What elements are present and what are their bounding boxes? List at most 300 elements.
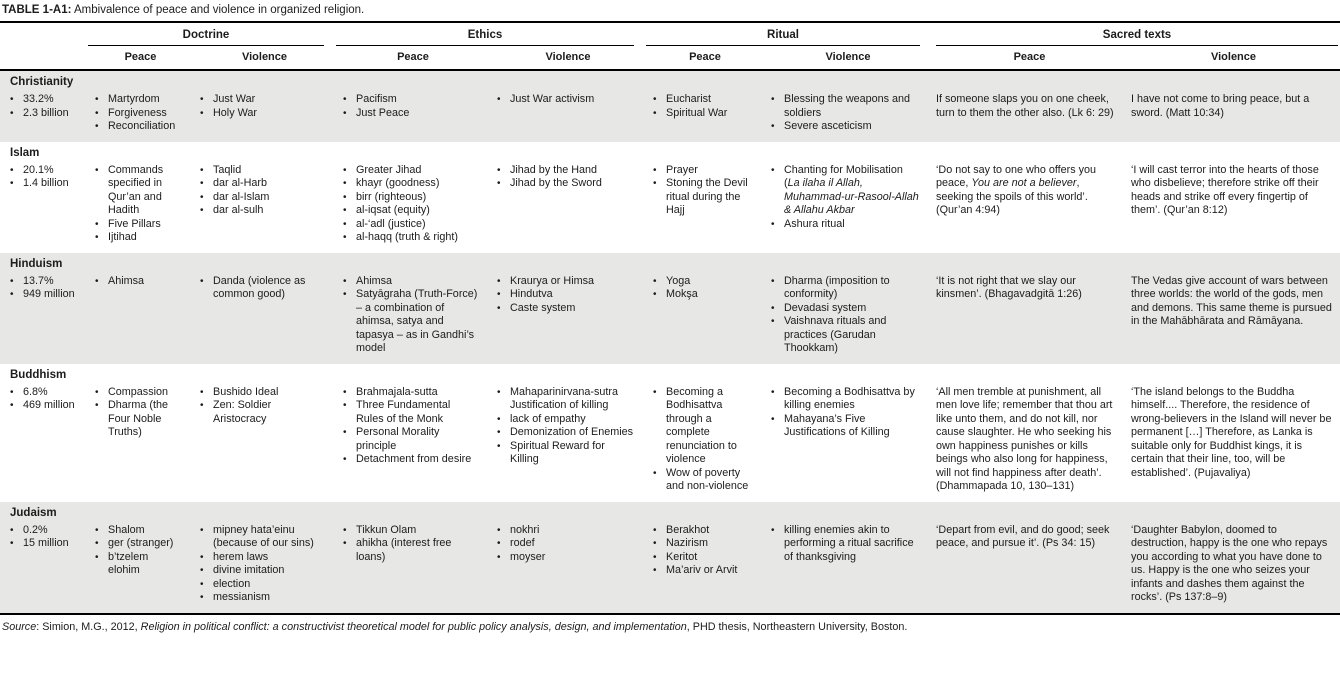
list-item <box>343 275 478 289</box>
religion-name: Judaism <box>10 506 57 519</box>
list-item <box>497 164 634 178</box>
list-item-text: dar al-Harb <box>213 177 268 189</box>
bullet-icon: • <box>497 302 501 314</box>
group-header-doctrine: Doctrine <box>88 26 324 46</box>
list-item <box>343 191 478 205</box>
cell-doctrine-peace <box>88 162 193 247</box>
bullet-icon: • <box>771 524 775 536</box>
list-item <box>497 524 634 538</box>
list-item <box>653 275 752 289</box>
sub-header-ethics-violence: Violence <box>545 51 591 63</box>
bullet-icon: • <box>95 275 99 287</box>
cell-sacred-peace: ‘Depart from evil, and do good; seek peace, and pursue it’. (Ps 34: 15) <box>936 523 1110 549</box>
list-item <box>200 204 324 218</box>
list-item <box>497 413 634 427</box>
cell-ritual-peace <box>646 91 764 136</box>
list-item-text: Prayer <box>666 163 698 176</box>
list-item <box>95 164 181 218</box>
bullet-icon: • <box>653 467 657 479</box>
list-item-text: Mahayana’s Five Justifications of Killing <box>784 412 890 438</box>
religion-block-christianity <box>0 71 1340 142</box>
list-item-text: Commands specified in Qur’an and Hadith <box>108 163 164 216</box>
list-item <box>497 440 634 467</box>
list-item-text: Chanting for Mobilisation (La ilaha il Allah, Muhammad-ur-Rasool-Allah & Allahu Akbar <box>784 163 919 216</box>
religion-content-row <box>0 91 1340 136</box>
bullet-icon: • <box>497 164 501 176</box>
list-item <box>95 275 181 289</box>
cell-ethics-violence <box>490 91 646 136</box>
bullet-icon: • <box>95 121 99 132</box>
cell-ethics-violence <box>490 522 646 607</box>
bullet-icon: • <box>343 107 347 119</box>
bullet-icon: • <box>497 440 501 452</box>
list-item <box>497 288 634 302</box>
cell-stats <box>0 162 88 247</box>
cell-sacred-violence: ‘Daughter Babylon, doomed to destruction, happy is the one who repays you according to what you have done to us. Happy is the one who seizes your infants and dashes them against the rocks’. (Ps 137:8–9) <box>1131 523 1328 603</box>
cell-doctrine-peace <box>88 91 193 136</box>
list-item-text: Berakhot <box>666 523 710 536</box>
cell-doctrine-violence <box>193 522 336 607</box>
list-item <box>10 177 86 191</box>
list-item <box>10 275 86 289</box>
bullet-icon: • <box>200 191 204 203</box>
list-item <box>95 218 181 232</box>
list-item <box>343 204 478 218</box>
religion-content-row <box>0 162 1340 247</box>
list-item-text: Three Fundamental Rules of the Monk <box>356 399 451 425</box>
bullet-icon: • <box>497 178 501 189</box>
list-item-text: Tikkun Olam <box>356 523 417 536</box>
bullet-icon: • <box>343 289 347 300</box>
source-line: Source: Simion, M.G., 2012, Religion in political conflict: a constructivist theoretical model for public policy analysis, design, and implementation, PHD thesis, Northeastern University, Boston. <box>2 620 908 633</box>
list-item-text: Devadasi system <box>784 301 867 314</box>
list-item <box>653 177 752 218</box>
group-header-sacred-texts: Sacred texts <box>936 26 1338 46</box>
list-item-text: Ahimsa <box>356 274 393 287</box>
sub-header-spacer <box>0 46 88 69</box>
list-item <box>653 386 752 467</box>
cell-ritual-peace <box>646 162 764 247</box>
bullet-icon: • <box>200 275 204 287</box>
list-item-text: Compassion <box>108 385 169 398</box>
cell-ethics-violence <box>490 273 646 358</box>
list-item-text: 1.4 billion <box>23 177 69 189</box>
bullet-icon: • <box>10 289 14 300</box>
bullet-icon: • <box>10 275 14 287</box>
cell-doctrine-violence <box>193 273 336 358</box>
list-item-text: Holy War <box>213 106 257 119</box>
sub-header-sacred-violence: Violence <box>1210 51 1257 63</box>
list-item-text: dar al-sulh <box>213 204 264 216</box>
religion-name: Buddhism <box>10 368 67 381</box>
bullet-icon: • <box>771 316 775 327</box>
cell-stats <box>0 273 88 358</box>
cell-sacred-peace: ‘Do not say to one who offers you peace, You are not a believer, seeking the spoils of this world’. (Qur’an 4:94) <box>936 163 1097 216</box>
bullet-icon: • <box>771 275 775 287</box>
list-item-text: Danda (violence as common good) <box>213 274 306 300</box>
bullet-icon: • <box>10 178 14 189</box>
bullet-icon: • <box>497 551 501 563</box>
bullet-icon: • <box>343 400 347 411</box>
list-item-text: Mahaparinirvana-sutra Justification of killing <box>510 385 619 411</box>
bullet-icon: • <box>343 164 347 176</box>
cell-doctrine-peace <box>88 522 193 607</box>
list-item-text: Five Pillars <box>108 217 161 230</box>
cell-ritual-peace <box>646 384 764 496</box>
bullet-icon: • <box>343 538 347 549</box>
list-item <box>10 164 86 178</box>
religion-block-buddhism <box>0 364 1340 502</box>
religion-name: Islam <box>10 146 40 159</box>
bullet-icon: • <box>497 524 501 536</box>
list-item <box>10 386 86 400</box>
list-item <box>200 191 324 205</box>
list-item <box>343 107 478 121</box>
list-item-text: Mokşa <box>666 288 698 300</box>
list-item <box>200 578 324 592</box>
list-item-text: Forgiveness <box>108 106 167 119</box>
cell-ethics-peace <box>336 162 490 247</box>
list-item-text: Demonization of Enemies <box>510 426 634 438</box>
bullet-icon: • <box>10 107 14 119</box>
bullet-icon: • <box>343 427 347 438</box>
list-item-text: Eucharist <box>666 93 712 105</box>
list-item-text: 2.3 billion <box>23 106 69 119</box>
list-item-text: Jihad by the Sword <box>510 177 602 189</box>
bullet-icon: • <box>497 427 501 438</box>
list-item-text: Ma’ariv or Arvit <box>666 564 738 576</box>
list-item-text: messianism <box>213 591 270 603</box>
bullet-icon: • <box>343 386 347 398</box>
cell-sacred-violence: ‘The island belongs to the Buddha himself.... Therefore, the residence of wrong-believers in the Island will never be permanent […] Therefore, as Lanka is suitable only for Buddhist kings, it is certain that their line, too, will be established’. (Pujavaliya) <box>1131 385 1332 479</box>
list-item-text: 20.1% <box>23 163 54 176</box>
list-item-text: 15 million <box>23 537 69 549</box>
list-item <box>200 386 324 400</box>
list-item <box>200 591 324 605</box>
list-item-text: 13.7% <box>23 274 54 287</box>
bullet-icon: • <box>653 565 657 576</box>
list-item <box>343 164 478 178</box>
cell-sacred-peace: ‘All men tremble at punishment, all men love life; remember that thou art like unto them, and do not kill, nor cause slaughter. He who seeking his own happiness punishes or kills beings who also long for happiness, will not find happiness after death’. (Dhammapada 10, 130–131) <box>936 385 1113 492</box>
bullet-icon: • <box>653 94 657 105</box>
list-item <box>497 426 634 440</box>
bullet-icon: • <box>200 205 204 216</box>
list-item <box>95 551 181 578</box>
list-item-text: Stoning the Devil ritual during the Hajj <box>666 177 748 216</box>
bullet-icon: • <box>10 94 14 105</box>
list-item <box>653 164 752 178</box>
list-item <box>200 164 324 178</box>
list-item <box>343 231 478 245</box>
cell-ritual-violence <box>764 91 932 136</box>
list-item-text: Ashura ritual <box>784 217 845 230</box>
list-item <box>343 177 478 191</box>
bullet-icon: • <box>497 413 501 425</box>
bullet-icon: • <box>95 538 99 549</box>
list-item-text: nokhri <box>510 523 540 536</box>
list-item <box>497 275 634 289</box>
bullet-icon: • <box>200 386 204 398</box>
list-item-text: Spiritual War <box>666 106 728 119</box>
list-item-text: Hindutva <box>510 288 553 300</box>
religion-content-row <box>0 273 1340 358</box>
cell-ethics-peace <box>336 522 490 607</box>
list-item <box>771 315 920 356</box>
list-item <box>10 524 86 538</box>
bullet-icon: • <box>653 538 657 549</box>
bullet-icon: • <box>95 524 99 536</box>
list-item <box>343 524 478 538</box>
cell-ritual-violence <box>764 162 932 247</box>
list-item <box>95 107 181 121</box>
list-item <box>771 164 920 218</box>
cell-ethics-peace <box>336 91 490 136</box>
list-item-text: Severe asceticism <box>784 120 872 132</box>
cell-sacred-peace: If someone slaps you on one cheek, turn to them the other also. (Lk 6: 29) <box>936 93 1114 119</box>
list-item <box>653 467 752 494</box>
bullet-icon: • <box>200 94 204 105</box>
bullet-icon: • <box>653 164 657 176</box>
list-item <box>771 93 920 120</box>
list-item <box>771 120 920 134</box>
list-item <box>10 537 86 551</box>
cell-ethics-peace <box>336 384 490 496</box>
list-item <box>95 537 181 551</box>
list-item-text: Zen: Soldier Aristocracy <box>213 399 272 425</box>
list-item-text: Greater Jihad <box>356 163 422 176</box>
religion-content-row <box>0 384 1340 496</box>
list-item-text: 469 million <box>23 399 75 411</box>
list-item-text: 6.8% <box>23 385 48 398</box>
bullet-icon: • <box>653 178 657 189</box>
list-item <box>200 399 324 426</box>
list-item <box>653 564 752 578</box>
bullet-icon: • <box>343 218 347 230</box>
bullet-icon: • <box>771 94 775 105</box>
bullet-icon: • <box>10 400 14 411</box>
list-item-text: Just War activism <box>510 93 595 105</box>
list-item-text: moyser <box>510 550 546 563</box>
list-item-text: Bushido Ideal <box>213 385 279 398</box>
bullet-icon: • <box>200 524 204 536</box>
list-item <box>343 386 478 400</box>
cell-ritual-peace <box>646 522 764 607</box>
list-item <box>771 275 920 302</box>
religion-block-judaism <box>0 502 1340 613</box>
list-item <box>653 551 752 565</box>
list-item <box>653 288 752 302</box>
list-item <box>10 288 86 302</box>
list-item-text: khayr (goodness) <box>356 177 440 189</box>
list-item-text: Keritot <box>666 550 698 563</box>
cell-sacred-peace: ‘It is not right that we slay our kinsmen’. (Bhagavadgitā 1:26) <box>936 274 1082 300</box>
list-item-text: Dharma (the Four Noble Truths) <box>108 399 169 438</box>
group-header-ritual: Ritual <box>646 26 920 46</box>
table-title-label: TABLE 1-A1: <box>2 4 72 16</box>
bullet-icon: • <box>10 538 14 549</box>
list-item <box>200 93 324 107</box>
list-item-text: Martyrdom <box>108 93 160 105</box>
bullet-icon: • <box>771 218 775 230</box>
list-item-text: rodef <box>510 537 535 549</box>
bullet-icon: • <box>497 275 501 287</box>
group-header-spacer <box>0 26 88 46</box>
list-item-text: Dharma (imposition to conformity) <box>784 274 890 300</box>
bullet-icon: • <box>200 565 204 576</box>
bullet-icon: • <box>343 524 347 536</box>
list-item-text: Brahmajala-sutta <box>356 385 438 398</box>
bullet-icon: • <box>95 551 99 563</box>
list-item-text: Reconciliation <box>108 120 176 132</box>
list-item-text: b’tzelem elohim <box>108 550 149 576</box>
list-item-text: 33.2% <box>23 93 54 105</box>
cell-stats <box>0 91 88 136</box>
list-item <box>771 524 920 565</box>
cell-ethics-peace <box>336 273 490 358</box>
bullet-icon: • <box>653 107 657 119</box>
list-item <box>343 218 478 232</box>
bullet-icon: • <box>200 551 204 563</box>
list-item-text: Yoga <box>666 274 691 287</box>
list-item <box>653 537 752 551</box>
bullet-icon: • <box>771 386 775 398</box>
list-item <box>200 564 324 578</box>
cell-ethics-violence <box>490 162 646 247</box>
list-item-text: al-‘adl (justice) <box>356 217 426 230</box>
bullet-icon: • <box>771 302 775 314</box>
bullet-icon: • <box>343 94 347 105</box>
bullet-icon: • <box>771 164 775 176</box>
list-item <box>200 107 324 121</box>
cell-ritual-violence <box>764 384 932 496</box>
cell-doctrine-violence <box>193 162 336 247</box>
cell-stats <box>0 522 88 607</box>
list-item-text: election <box>213 577 251 590</box>
cell-stats <box>0 384 88 496</box>
bullet-icon: • <box>653 551 657 563</box>
list-item <box>771 218 920 232</box>
religion-name: Christianity <box>10 76 74 88</box>
list-item <box>200 177 324 191</box>
list-item-text: killing enemies akin to performing a ritual sacrifice of thanksgiving <box>784 523 914 563</box>
bullet-icon: • <box>200 178 204 189</box>
sub-header-doctrine-peace: Peace <box>124 51 157 63</box>
cell-sacred-violence: ‘I will cast terror into the hearts of those who disbelieve; therefore strike off their heads and strike off every fingertip of them’. (Qur’an 8:12) <box>1131 163 1319 216</box>
list-item-text: Ahimsa <box>108 274 145 287</box>
list-item <box>771 413 920 440</box>
list-item <box>95 93 181 107</box>
bullet-icon: • <box>343 205 347 216</box>
bullet-icon: • <box>343 178 347 189</box>
list-item-text: divine imitation <box>213 564 285 576</box>
bullet-icon: • <box>10 524 14 536</box>
bullet-icon: • <box>95 164 99 176</box>
cell-doctrine-violence <box>193 91 336 136</box>
bullet-icon: • <box>343 454 347 465</box>
religion-block-hinduism <box>0 253 1340 364</box>
bullet-icon: • <box>200 107 204 119</box>
sub-header-sacred-peace: Peace <box>1013 51 1046 63</box>
list-item-text: Jihad by the Hand <box>510 163 598 176</box>
table-title-text: Ambivalence of peace and violence in organized religion. <box>74 4 365 16</box>
list-item-text: herem laws <box>213 550 269 563</box>
sub-header-row <box>0 46 1340 69</box>
list-item-text: Just War <box>213 93 256 105</box>
list-item-text: Personal Morality principle <box>356 426 440 452</box>
table-title <box>0 2 1340 21</box>
list-item <box>95 120 181 134</box>
bullet-icon: • <box>653 289 657 300</box>
religion-name: Hinduism <box>10 257 63 270</box>
bullet-icon: • <box>653 275 657 287</box>
list-item-text: Pacifism <box>356 93 397 105</box>
list-item <box>343 93 478 107</box>
bullet-icon: • <box>10 164 14 176</box>
list-item-text: Ijtihad <box>108 231 137 243</box>
list-item <box>200 275 324 302</box>
bullet-icon: • <box>343 191 347 203</box>
list-item-text: ahikha (interest free loans) <box>356 537 452 563</box>
list-item-text: Taqlid <box>213 163 242 176</box>
list-item <box>497 537 634 551</box>
bullet-icon: • <box>653 386 657 398</box>
list-item <box>95 524 181 538</box>
cell-ritual-violence <box>764 522 932 607</box>
list-item-text: ger (stranger) <box>108 537 174 549</box>
list-item <box>10 93 86 107</box>
list-item <box>653 93 752 107</box>
list-item <box>497 93 634 107</box>
list-item <box>200 551 324 565</box>
bullet-icon: • <box>200 164 204 176</box>
sub-header-ritual-peace: Peace <box>689 51 721 63</box>
cell-doctrine-peace <box>88 273 193 358</box>
column-group-header-row <box>0 23 1340 46</box>
list-item-text: lack of empathy <box>510 412 586 425</box>
list-item <box>10 399 86 413</box>
list-item <box>95 399 181 440</box>
list-item <box>653 107 752 121</box>
bullet-icon: • <box>95 232 99 243</box>
bullet-icon: • <box>343 275 347 287</box>
religion-content-row <box>0 522 1340 607</box>
list-item <box>497 177 634 191</box>
list-item <box>343 399 478 426</box>
religion-block-islam <box>0 142 1340 253</box>
sub-header-doctrine-violence: Violence <box>241 51 288 63</box>
cell-sacred-violence: The Vedas give account of wars between three worlds: the world of the gods, men and demons. This same theme is pursued in the Mahābhārata and Rāmāyana. <box>1131 274 1332 327</box>
bullet-icon: • <box>95 386 99 398</box>
sub-header-ethics-peace: Peace <box>397 51 429 63</box>
list-item-text: birr (righteous) <box>356 190 427 203</box>
list-item <box>771 386 920 413</box>
list-item-text: Becoming a Bodhisattva through a complete renunciation to violence <box>666 385 737 465</box>
bullet-icon: • <box>95 218 99 230</box>
list-item <box>95 231 181 245</box>
cell-doctrine-peace <box>88 384 193 496</box>
list-item-text: Blessing the weapons and soldiers <box>784 93 911 119</box>
bullet-icon: • <box>497 386 501 398</box>
list-item-text: 949 million <box>23 288 75 300</box>
bullet-icon: • <box>497 94 501 105</box>
bullet-icon: • <box>200 578 204 590</box>
list-item-text: Kraurya or Himsa <box>510 274 594 287</box>
list-item-text: Caste system <box>510 301 576 314</box>
list-item <box>771 302 920 316</box>
bullet-icon: • <box>771 413 775 425</box>
list-item <box>343 288 478 356</box>
list-item-text: dar al-Islam <box>213 190 270 203</box>
